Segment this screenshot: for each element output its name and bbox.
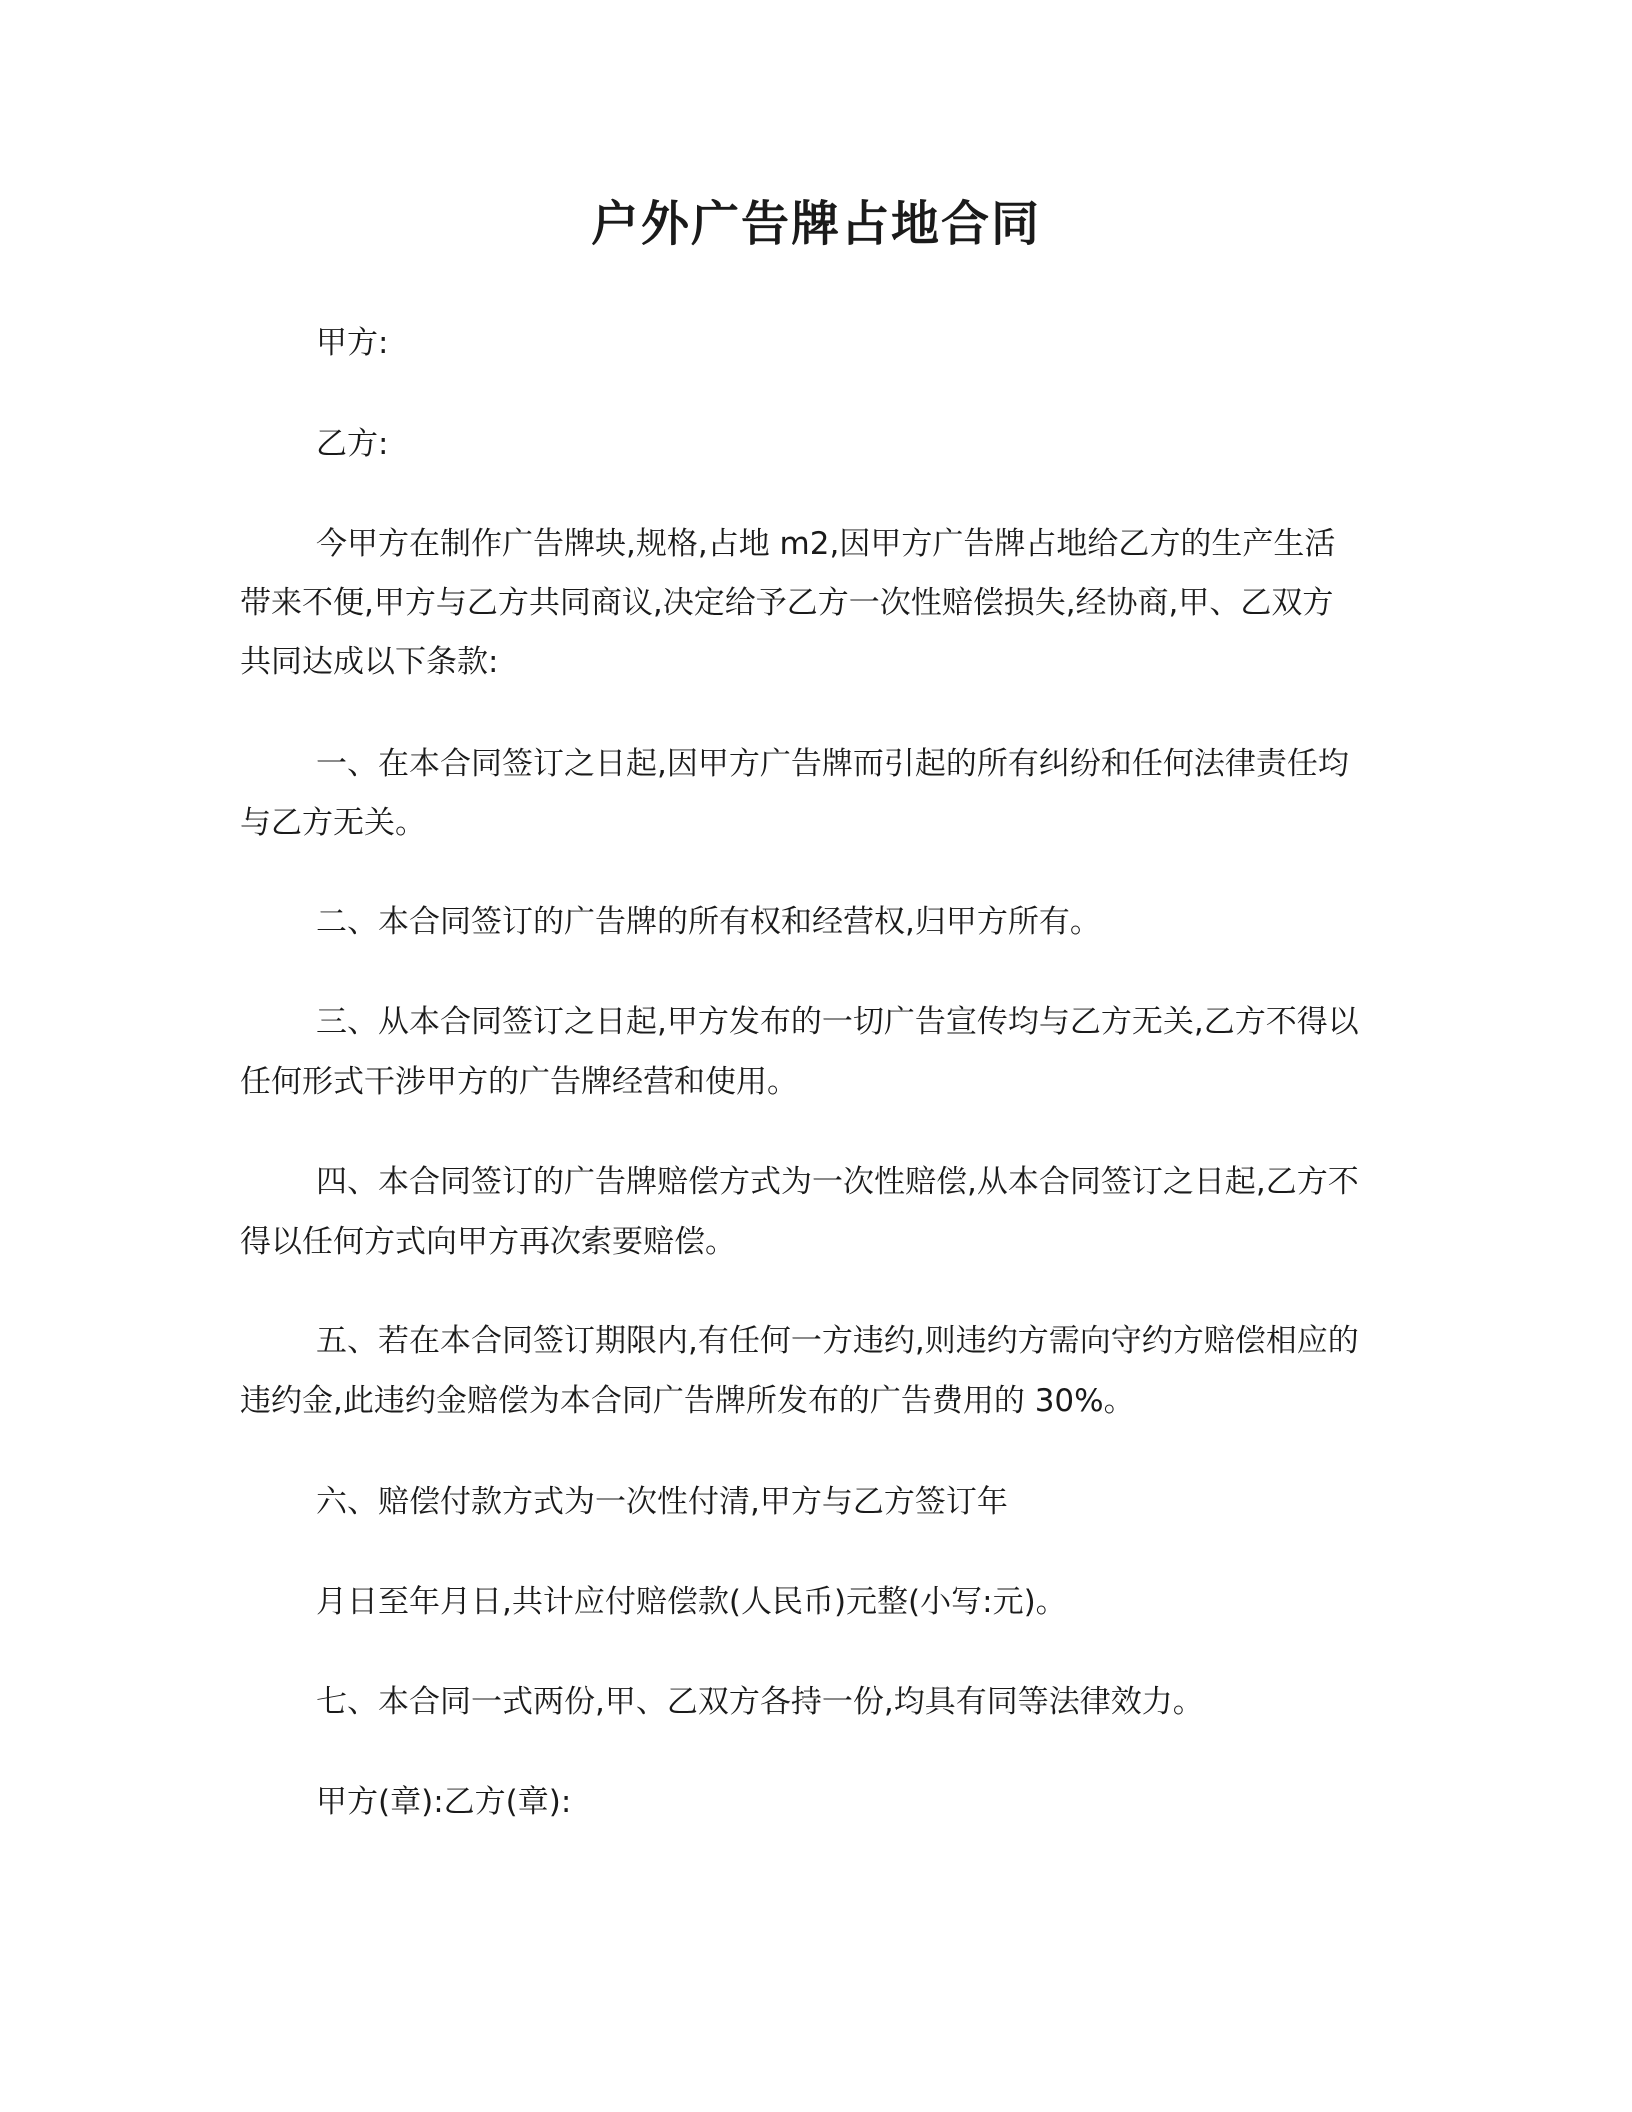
intro-line-1: 今甲方在制作广告牌块,规格,占地 m2,因甲方广告牌占地给乙方的生产生活 <box>316 526 1336 562</box>
clause-5-line-1: 五、若在本合同签订期限内,有任何一方违约,则违约方需向守约方赔偿相应的 <box>316 1323 1359 1359</box>
clause-3-line-1: 三、从本合同签订之日起,甲方发布的一切广告宣传均与乙方无关,乙方不得以 <box>316 1004 1359 1040</box>
party-b-label: 乙方: <box>316 426 389 462</box>
intro-line-3: 共同达成以下条款: <box>240 644 499 680</box>
clause-1-line-1: 一、在本合同签订之日起,因甲方广告牌而引起的所有纠纷和任何法律责任均 <box>316 746 1349 782</box>
clause-3-line-2: 任何形式干涉甲方的广告牌经营和使用。 <box>240 1064 798 1100</box>
clause-5-line-2: 违约金,此违约金赔偿为本合同广告牌所发布的广告费用的 30%。 <box>240 1383 1135 1419</box>
clause-1-line-2: 与乙方无关。 <box>240 805 426 841</box>
clause-2-line-1: 二、本合同签订的广告牌的所有权和经营权,归甲方所有。 <box>316 904 1101 940</box>
signature-line: 甲方(章):乙方(章): <box>316 1784 572 1820</box>
document-title: 户外广告牌占地合同 <box>590 196 1041 252</box>
clause-6-line-2: 月日至年月日,共计应付赔偿款(人民币)元整(小写:元)。 <box>316 1584 1067 1620</box>
intro-line-2: 带来不便,甲方与乙方共同商议,决定给予乙方一次性赔偿损失,经协商,甲、乙双方 <box>240 585 1334 621</box>
clause-7-line-1: 七、本合同一式两份,甲、乙双方各持一份,均具有同等法律效力。 <box>316 1684 1204 1720</box>
clause-6-line-1: 六、赔偿付款方式为一次性付清,甲方与乙方签订年 <box>316 1484 1008 1520</box>
clause-4-line-2: 得以任何方式向甲方再次索要赔偿。 <box>240 1224 736 1260</box>
clause-4-line-1: 四、本合同签订的广告牌赔偿方式为一次性赔偿,从本合同签订之日起,乙方不 <box>316 1164 1359 1200</box>
party-a-label: 甲方: <box>316 325 389 361</box>
